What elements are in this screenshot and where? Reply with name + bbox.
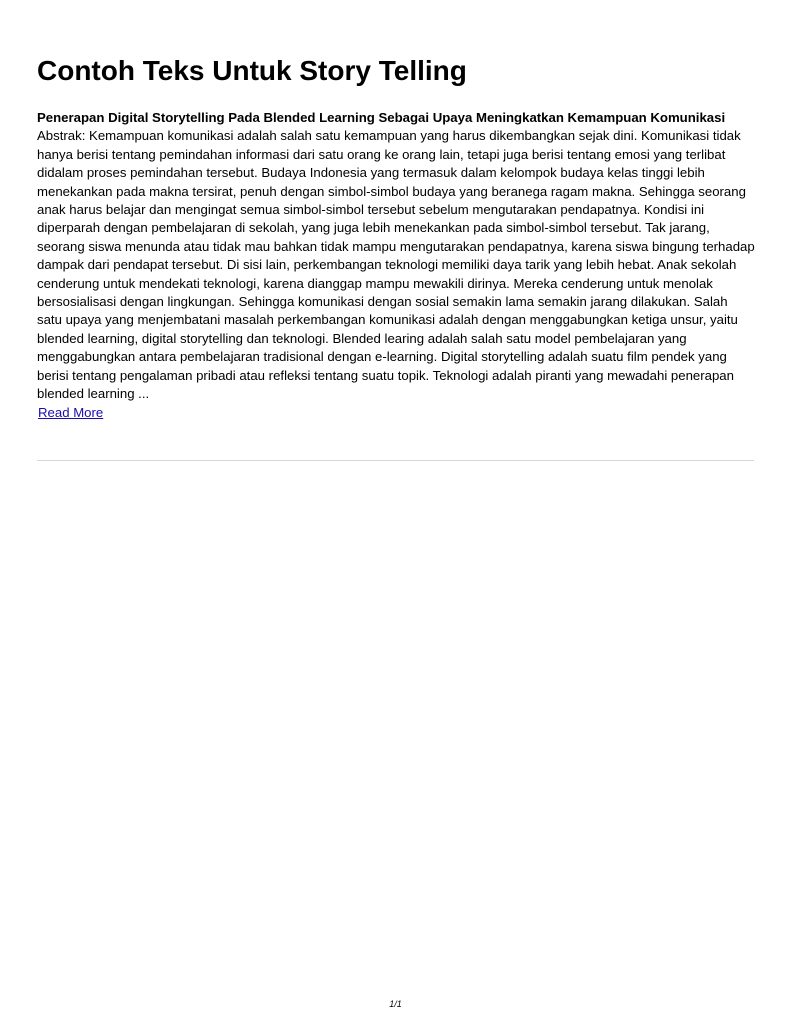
- read-more-link[interactable]: Read More: [38, 404, 104, 420]
- article-abstract: Abstrak: Kemampuan komunikasi adalah salah satu kemampuan yang harus dikembangkan sejak dini. Komunikasi tidak hanya berisi tentang pemindahan informasi dari satu orang ke orang lain, tetapi juga berisi tentang emosi yang terlibat didalam proses pemindahan tersebut. Budaya Indonesia yang termasuk dalam kelompok budaya kelas tinggi lebih menekankan pada makna tersirat, penuh dengan simbol-simbol budaya yang beranega ragam makna. Sehingga seorang anak harus belajar dan mengingat semua simbol-simbol tersebut sebelum mengutarakan pendapatnya. Kondisi ini diperparah dengan pembelajaran di sekolah, yang juga lebih menekankan pada simbol-simbol tersebut. Tak jarang, seorang siswa menunda atau tidak mau bahkan tidak mampu mengutarakan pendapatnya, karena siswa bingung terhadap dampak dari pendapat tersebut. Di sisi lain, perkembangan teknologi memiliki daya tarik yang lebih hebat. Anak sekolah cenderung untuk mendekati teknologi, karena dianggap mampu mewakili dirinya. Mereka cenderung untuk menolak bersosialisasi dengan lingkungan. Sehingga komunikasi dengan sosial semakin lama semakin jarang dilakukan. Salah satu upaya yang menjembatani masalah perkembangan komunikasi adalah dengan menggabungkan ketiga unsur, yaitu blended learning, digital storytelling dan teknologi. Blended learing adalah salah satu model pembelajaran yang menggabungkan antara pembelajaran tradisional dengan e-learning. Digital storytelling adalah suatu film pendek yang berisi tentang pengalaman pribadi atau refleksi tentang suatu topik. Teknologi adalah piranti yang mewadahi penerapan blended learning ...: [37, 128, 755, 402]
- page-title: Contoh Teks Untuk Story Telling: [37, 55, 467, 86]
- article-title: Penerapan Digital Storytelling Pada Blended Learning Sebagai Upaya Meningkatkan Kemampuan Komunikasi: [37, 110, 726, 125]
- divider: [37, 460, 754, 461]
- page-number: 1/1: [389, 999, 402, 1009]
- article-entry: [37, 109, 755, 422]
